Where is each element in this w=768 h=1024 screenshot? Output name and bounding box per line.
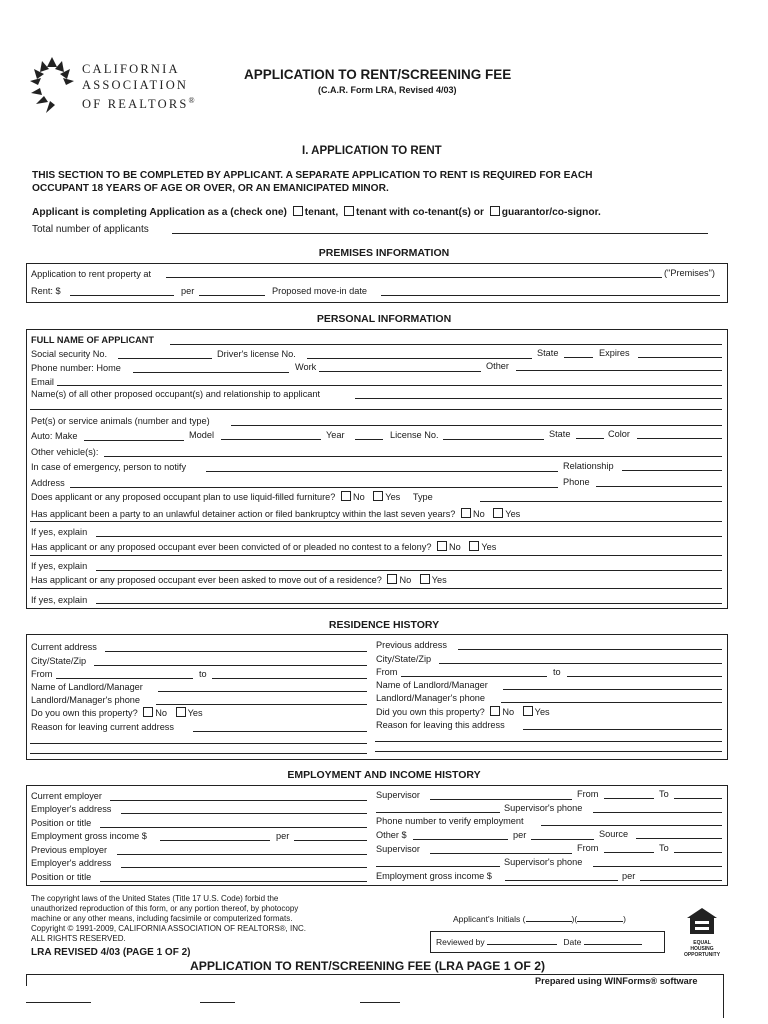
gross-income-per-label: per <box>276 831 290 841</box>
previous-address-field[interactable] <box>458 649 722 650</box>
reason-previous-label: Reason for leaving this address <box>376 720 505 730</box>
footer-rule <box>26 974 724 975</box>
prev-gross-income-label: Employment gross income $ <box>376 871 492 881</box>
own-previous-yes-checkbox[interactable] <box>523 706 533 716</box>
premises-heading: PREMISES INFORMATION <box>318 247 450 259</box>
previous-address-label: Previous address <box>376 640 447 650</box>
own-current-yes-label: Yes <box>187 708 203 718</box>
instructions-line1: THIS SECTION TO BE COMPLETED BY APPLICANT. A SEPARATE APPLICATION TO RENT IS REQUIRED FOR EACH <box>32 170 593 181</box>
pets-field[interactable] <box>231 425 722 426</box>
other-income-field[interactable] <box>413 839 508 840</box>
revision-label: LRA REVISED 4/03 (PAGE 1 OF 2) <box>31 947 191 958</box>
move-out-no-label: No <box>399 575 412 585</box>
liquid-no-label: No <box>352 492 365 502</box>
liquid-no-checkbox[interactable] <box>341 491 351 501</box>
liquid-type-label: Type <box>412 492 433 502</box>
emp-to-label: To <box>659 789 669 799</box>
eho-line1: EQUAL HOUSING <box>690 940 714 952</box>
equal-housing-icon <box>685 906 719 936</box>
reason-previous-field-2[interactable] <box>375 741 722 742</box>
current-from-field[interactable] <box>56 678 193 679</box>
copyright-line4: Copyright © 1991-2009, CALIFORNIA ASSOCIATION OF REALTORS®, INC. <box>31 924 306 933</box>
prev-position-label: Position or title <box>31 872 92 882</box>
footer-mark-2 <box>200 1002 235 1003</box>
guarantor-option: guarantor/co-signor. <box>501 207 601 218</box>
tenant-option: tenant, <box>304 207 339 218</box>
supervisor-phone-prefix <box>376 812 500 813</box>
other-income-per-label: per <box>513 830 527 840</box>
prev-gross-income-field[interactable] <box>505 880 618 881</box>
relationship-field[interactable] <box>622 470 722 471</box>
current-landlord-label: Name of Landlord/Manager <box>31 682 143 692</box>
occupants-field[interactable] <box>355 398 722 399</box>
initials-field-2[interactable] <box>577 913 623 922</box>
prev-emp-from-field[interactable] <box>604 852 654 853</box>
reason-current-label: Reason for leaving current address <box>31 722 174 732</box>
prev-supervisor-phone-prefix <box>376 866 500 867</box>
current-city-field[interactable] <box>94 665 367 666</box>
current-employer-label: Current employer <box>31 791 102 801</box>
reason-current-field-2[interactable] <box>30 743 367 744</box>
occupants-label: Name(s) of all other proposed occupant(s) and relationship to applicant <box>31 389 321 399</box>
property-address-field[interactable] <box>166 277 662 278</box>
own-previous-no-checkbox[interactable] <box>490 706 500 716</box>
auto-color-field[interactable] <box>637 438 722 439</box>
current-to-label: to <box>199 669 207 679</box>
current-to-field[interactable] <box>212 678 367 679</box>
prev-supervisor-phone-label: Supervisor's phone <box>504 857 583 867</box>
initials-mid: )( <box>571 914 578 924</box>
rent-amount-field[interactable] <box>70 295 174 296</box>
move-in-date-field[interactable] <box>381 295 720 296</box>
prev-emp-from-label: From <box>577 843 599 853</box>
emp-from-field[interactable] <box>604 798 654 799</box>
auto-model-label: Model <box>189 430 215 440</box>
email-field[interactable] <box>57 385 722 386</box>
supervisor-phone-field[interactable] <box>593 812 722 813</box>
previous-city-label: City/State/Zip <box>376 654 432 664</box>
gross-income-field[interactable] <box>160 840 270 841</box>
prev-emp-to-field[interactable] <box>674 852 722 853</box>
felony-no-checkbox[interactable] <box>437 541 447 551</box>
current-employer-field[interactable] <box>110 800 367 801</box>
current-landlord-field[interactable] <box>158 691 367 692</box>
copyright-line3: machine or any other means, including facsimile or computerized formats. <box>31 914 293 923</box>
gross-income-label: Employment gross income $ <box>31 831 147 841</box>
move-out-explain-field[interactable] <box>96 603 722 604</box>
supervisor-field[interactable] <box>430 799 572 800</box>
pets-label: Pet(s) or service animals (number and type) <box>31 416 210 426</box>
previous-city-field[interactable] <box>439 663 722 664</box>
reason-previous-field-3[interactable] <box>375 751 722 752</box>
current-from-label: From <box>31 669 53 679</box>
prev-employer-address-label: Employer's address <box>31 858 112 868</box>
full-name-field[interactable] <box>170 344 722 345</box>
dl-field[interactable] <box>307 358 532 359</box>
move-out-yes-checkbox[interactable] <box>420 574 430 584</box>
footer-right-border <box>723 974 724 1018</box>
phone-other-field[interactable] <box>516 370 722 371</box>
personal-heading: PERSONAL INFORMATION <box>316 313 452 325</box>
own-previous-no-label: No <box>502 707 515 717</box>
previous-landlord-label: Name of Landlord/Manager <box>376 680 488 690</box>
move-out-question: Has applicant or any proposed occupant ever been asked to move out of a residence? <box>31 575 382 585</box>
prev-position-field[interactable] <box>100 881 367 882</box>
previous-landlord-field[interactable] <box>503 689 722 690</box>
detainer-line <box>30 521 722 522</box>
other-income-period-field[interactable] <box>531 839 594 840</box>
emergency-phone-label: Phone <box>563 477 590 487</box>
emp-to-field[interactable] <box>674 798 722 799</box>
detainer-no-checkbox[interactable] <box>461 508 471 518</box>
current-address-label: Current address <box>31 642 97 652</box>
rent-per-label: per <box>181 286 195 296</box>
felony-line <box>30 555 722 556</box>
felony-explain-label: If yes, explain <box>31 561 88 571</box>
reason-current-field[interactable] <box>193 731 367 732</box>
car-logo-icon <box>26 55 78 117</box>
felony-yes-checkbox[interactable] <box>469 541 479 551</box>
prev-emp-to-label: To <box>659 843 669 853</box>
reason-previous-field[interactable] <box>523 729 722 730</box>
felony-explain-field[interactable] <box>96 570 722 571</box>
email-label: Email <box>31 377 54 387</box>
detainer-question: Has applicant been a party to an unlawful detainer action or filed bankruptcy within the last seven years? <box>31 509 456 519</box>
guarantor-checkbox[interactable] <box>490 206 500 216</box>
previous-landlord-phone-field[interactable] <box>501 702 722 703</box>
auto-year-label: Year <box>326 430 345 440</box>
liquid-furniture-question: Does applicant or any proposed occupant plan to use liquid-filled furniture? <box>31 492 336 502</box>
detainer-no-label: No <box>472 509 485 519</box>
felony-question: Has applicant or any proposed occupant ever been convicted of or pleaded no contest to a felony? <box>31 542 432 552</box>
total-applicants-field[interactable] <box>172 233 708 234</box>
auto-model-field[interactable] <box>221 439 321 440</box>
current-city-label: City/State/Zip <box>31 656 87 666</box>
reviewed-by-label: Reviewed by <box>436 937 485 947</box>
emergency-label: In case of emergency, person to notify <box>31 462 187 472</box>
rent-property-label: Application to rent property at <box>31 269 152 279</box>
phone-home-field[interactable] <box>133 372 289 373</box>
phone-work-field[interactable] <box>319 371 481 372</box>
dl-expires-label: Expires <box>599 348 630 358</box>
previous-from-field[interactable] <box>401 676 547 677</box>
liquid-type-field[interactable] <box>480 501 722 502</box>
supervisor-label: Supervisor <box>376 790 420 800</box>
phone-work-label: Work <box>295 362 317 372</box>
employment-heading: EMPLOYMENT AND INCOME HISTORY <box>287 769 481 781</box>
previous-employer-label: Previous employer <box>31 845 108 855</box>
income-source-label: Source <box>599 829 629 839</box>
own-current-no-label: No <box>155 708 168 718</box>
other-vehicles-label: Other vehicle(s): <box>31 447 99 457</box>
rent-period-field[interactable] <box>199 295 265 296</box>
liquid-yes-label: Yes <box>385 492 401 502</box>
move-out-yes-label: Yes <box>431 575 447 585</box>
detainer-yes-label: Yes <box>505 509 521 519</box>
total-applicants-label: Total number of applicants <box>32 224 149 235</box>
reason-current-field-3[interactable] <box>30 753 367 754</box>
auto-color-label: Color <box>608 429 630 439</box>
felony-no-label: No <box>449 542 461 552</box>
own-previous-yes-label: Yes <box>534 707 550 717</box>
auto-make-field[interactable] <box>84 440 184 441</box>
instructions-line2: OCCUPANT 18 YEARS OF AGE OR OVER, OR AN EMANICIPATED MINOR. <box>32 183 389 194</box>
copyright-line2: unauthorized reproduction of this form, or any portion thereof, by photocopy <box>31 904 299 913</box>
move-out-explain-label: If yes, explain <box>31 595 88 605</box>
org-name-line3: OF REALTORS <box>82 97 189 112</box>
previous-employer-field[interactable] <box>117 854 367 855</box>
prev-gross-income-per-label: per <box>622 871 636 881</box>
relationship-label: Relationship <box>563 461 614 471</box>
emergency-phone-field[interactable] <box>596 486 722 487</box>
detainer-yes-checkbox[interactable] <box>493 508 503 518</box>
org-name-line2: ASSOCIATION <box>82 77 189 92</box>
liquid-yes-checkbox[interactable] <box>373 491 383 501</box>
residence-heading: RESIDENCE HISTORY <box>328 619 440 631</box>
detainer-explain-label: If yes, explain <box>31 527 88 537</box>
own-current-no-checkbox[interactable] <box>143 707 153 717</box>
auto-year-field[interactable] <box>355 439 383 440</box>
employer-address-field[interactable] <box>121 813 367 814</box>
gross-income-period-field[interactable] <box>294 840 367 841</box>
ssn-label: Social security No. <box>31 349 108 359</box>
prev-employer-address-field[interactable] <box>121 867 367 868</box>
occupants-field-2[interactable] <box>30 409 722 410</box>
phone-other-label: Other <box>486 361 509 371</box>
review-date-field[interactable] <box>584 936 642 945</box>
own-current-yes-checkbox[interactable] <box>176 707 186 717</box>
form-title: APPLICATION TO RENT/SCREENING FEE <box>244 67 512 82</box>
other-vehicles-field[interactable] <box>104 456 722 457</box>
initials-label: Applicant's Initials ( <box>453 914 526 924</box>
verify-phone-field[interactable] <box>541 825 722 826</box>
software-credit: Prepared using WINForms® software <box>535 976 698 986</box>
dl-label: Driver's license No. <box>217 349 296 359</box>
move-in-label: Proposed move-in date <box>272 286 367 296</box>
emergency-address-field[interactable] <box>70 487 558 488</box>
own-previous-question: Did you own this property? <box>376 707 485 717</box>
income-source-field[interactable] <box>636 838 722 839</box>
tenant-checkbox[interactable] <box>293 206 303 216</box>
position-label: Position or title <box>31 818 92 828</box>
page-footer-title: APPLICATION TO RENT/SCREENING FEE (LRA PAGE 1 OF 2) <box>190 959 546 973</box>
prev-supervisor-label: Supervisor <box>376 844 420 854</box>
cotenant-checkbox[interactable] <box>344 206 354 216</box>
ssn-field[interactable] <box>118 358 212 359</box>
footer-mark-1 <box>26 1002 91 1003</box>
auto-make-label: Auto: Make <box>31 431 78 441</box>
form-subtitle: (C.A.R. Form LRA, Revised 4/03) <box>318 85 457 95</box>
own-current-question: Do you own this property? <box>31 708 138 718</box>
current-landlord-phone-label: Landlord/Manager's phone <box>31 695 141 705</box>
auto-license-field[interactable] <box>443 439 544 440</box>
copyright-line1: The copyright laws of the United States (Title 17 U.S. Code) forbid the <box>31 894 279 903</box>
phone-home-label: Phone number: Home <box>31 363 121 373</box>
eho-line2: OPPORTUNITY <box>683 952 721 958</box>
initials-field-1[interactable] <box>526 913 572 922</box>
move-out-line <box>30 588 722 589</box>
previous-landlord-phone-label: Landlord/Manager's phone <box>376 693 486 703</box>
emp-from-label: From <box>577 789 599 799</box>
current-address-field[interactable] <box>105 651 367 652</box>
initials-end: ) <box>623 914 627 924</box>
felony-yes-label: Yes <box>481 542 497 552</box>
previous-to-label: to <box>553 667 561 677</box>
emergency-field[interactable] <box>206 471 558 472</box>
other-income-label: Other $ <box>376 830 407 840</box>
copyright-line5: ALL RIGHTS RESERVED. <box>31 934 126 943</box>
org-name-line1: CALIFORNIA <box>82 62 180 76</box>
position-field[interactable] <box>100 827 367 828</box>
rent-label: Rent: $ <box>31 286 61 296</box>
emergency-address-label: Address <box>31 478 65 488</box>
cotenant-option: tenant with co-tenant(s) or <box>356 207 484 218</box>
auto-license-label: License No. <box>390 430 439 440</box>
detainer-explain-field[interactable] <box>96 536 722 537</box>
section-heading: I. APPLICATION TO RENT <box>302 145 442 157</box>
supervisor-phone-label: Supervisor's phone <box>504 803 583 813</box>
full-name-label: FULL NAME OF APPLICANT <box>31 335 155 345</box>
auto-state-field[interactable] <box>576 438 604 439</box>
prev-supervisor-phone-field[interactable] <box>593 866 722 867</box>
current-landlord-phone-field[interactable] <box>156 704 367 705</box>
auto-state-label: State <box>549 429 571 439</box>
previous-from-label: From <box>376 667 398 677</box>
applicant-type-label: Applicant is completing Application as a (check one) <box>32 207 287 218</box>
registered-mark: ® <box>188 96 195 105</box>
dl-state-label: State <box>537 348 559 358</box>
reviewed-by-field[interactable] <box>487 936 557 945</box>
footer-left-tick <box>26 974 27 986</box>
dl-state-field[interactable] <box>564 357 593 358</box>
previous-to-field[interactable] <box>567 676 722 677</box>
footer-mark-3 <box>360 1002 400 1003</box>
review-date-label: Date <box>563 937 582 947</box>
dl-expires-field[interactable] <box>638 357 722 358</box>
prev-gross-income-period-field[interactable] <box>640 880 722 881</box>
verify-phone-label: Phone number to verify employment <box>376 816 524 826</box>
premises-tag: ("Premises") <box>664 268 715 278</box>
employer-address-label: Employer's address <box>31 804 112 814</box>
prev-supervisor-field[interactable] <box>430 853 572 854</box>
move-out-no-checkbox[interactable] <box>387 574 397 584</box>
